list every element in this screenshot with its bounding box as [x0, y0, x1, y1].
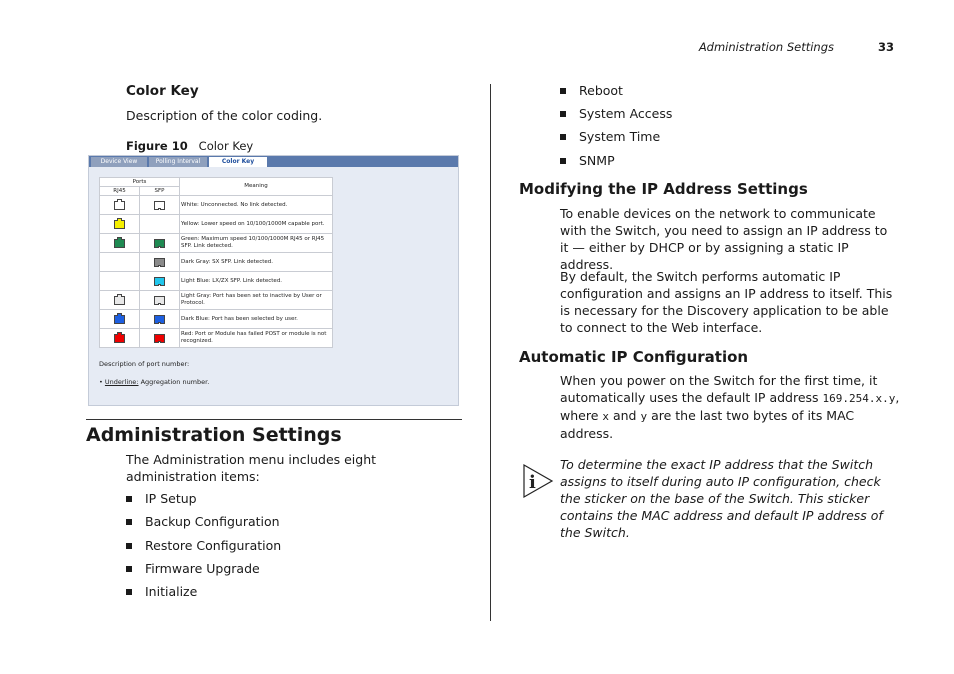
- sfp-port-icon: [154, 296, 165, 305]
- sfp-port-icon: [154, 315, 165, 324]
- figure-caption-text: Color Key: [198, 139, 254, 153]
- meaning-cell: Green: Maximum speed 10/100/1000M RJ45 or RJ45 SFP. Link detected.: [180, 234, 333, 253]
- color-key-description: Description of the color coding.: [126, 108, 323, 123]
- list-item: [126, 561, 260, 576]
- figure-caption: [126, 139, 253, 153]
- sfp-cell: [140, 196, 180, 215]
- list-item-text: Firmware Upgrade: [145, 561, 260, 576]
- bullet-icon: [126, 589, 132, 595]
- color-key-row: [100, 234, 333, 253]
- bullet-icon: [126, 496, 132, 502]
- meaning-cell: Red: Port or Module has failed POST or module is not recognized.: [180, 329, 333, 348]
- var-y: y: [640, 410, 648, 423]
- color-key-row: [100, 291, 333, 310]
- rj45-port-icon: [114, 315, 125, 324]
- list-item: [126, 538, 281, 553]
- meaning-cell: White: Unconnected. No link detected.: [180, 196, 333, 215]
- sfp-port-icon: [154, 239, 165, 248]
- port-number-description: Description of port number:: [99, 360, 190, 368]
- bullet-icon: [560, 158, 566, 164]
- bullet-icon: [126, 519, 132, 525]
- rj45-cell: [100, 215, 140, 234]
- bullet-icon: [560, 134, 566, 140]
- auto-ip-paragraph: [560, 372, 900, 442]
- rj45-port-icon: [114, 201, 125, 210]
- list-item: [126, 584, 197, 599]
- bullet-icon: [126, 543, 132, 549]
- rj45-port-icon: [114, 334, 125, 343]
- underline-legend: • Underline: Aggregation number.: [99, 378, 210, 386]
- rj45-port-icon: [114, 220, 125, 229]
- sfp-cell: [140, 234, 180, 253]
- tab-device-view[interactable]: Device View: [91, 157, 147, 167]
- section-rule: [86, 419, 462, 420]
- page-number: 33: [878, 40, 895, 54]
- auto-ip-line-1: When you power on the Switch for the first time, it: [560, 373, 878, 388]
- meaning-header: Meaning: [180, 178, 333, 196]
- sfp-cell: [140, 253, 180, 272]
- rj45-cell: [100, 253, 140, 272]
- color-key-table: [99, 177, 333, 348]
- auto-ip-line-4: address.: [560, 426, 614, 441]
- list-item: [126, 514, 280, 529]
- administration-heading: Administration Settings: [86, 424, 342, 446]
- rj45-cell: [100, 329, 140, 348]
- auto-ip-heading: Automatic IP Configuration: [519, 348, 749, 366]
- meaning-cell: Light Blue: LX/ZX SFP. Link detected.: [180, 272, 333, 291]
- underline-label: Underline:: [104, 378, 139, 386]
- auto-ip-and: and: [609, 408, 641, 423]
- meaning-cell: Dark Gray: SX SFP. Link detected.: [180, 253, 333, 272]
- modify-ip-paragraph-1: To enable devices on the network to communicate with the Switch, you need to assign an IP address to it — either by DHCP or by assigning a static IP address.: [560, 206, 888, 272]
- color-key-row: [100, 272, 333, 291]
- sfp-port-icon: [154, 277, 165, 286]
- list-item: [560, 129, 660, 144]
- list-item-text: Initialize: [145, 584, 198, 599]
- figure-label: Figure 10: [126, 139, 188, 153]
- list-item-text: Backup Configuration: [145, 514, 280, 529]
- rj45-cell: [100, 310, 140, 329]
- sfp-cell: [140, 215, 180, 234]
- list-item: [560, 83, 623, 98]
- auto-ip-comma: ,: [895, 390, 900, 405]
- administration-intro: The Administration menu includes eight administration items:: [126, 452, 377, 484]
- info-icon: [520, 461, 556, 501]
- svg-text:i: i: [529, 472, 536, 493]
- rj45-header: RJ45: [100, 187, 140, 196]
- list-item-text: Restore Configuration: [145, 538, 282, 553]
- meaning-cell: Light Gray: Port has been set to inactive by User or Protocol.: [180, 291, 333, 310]
- color-key-row: [100, 310, 333, 329]
- sfp-cell: [140, 291, 180, 310]
- bullet-icon: [560, 88, 566, 94]
- list-item-text: SNMP: [579, 153, 615, 168]
- sfp-port-icon: [154, 334, 165, 343]
- auto-ip-line-2: automatically uses the default IP address: [560, 390, 823, 405]
- list-item-text: System Access: [579, 106, 673, 121]
- running-header-title: Administration Settings: [698, 40, 834, 54]
- tab-polling-interval[interactable]: Polling Interval: [149, 157, 207, 167]
- var-x: x: [602, 410, 609, 423]
- sfp-cell: [140, 329, 180, 348]
- color-key-row: [100, 196, 333, 215]
- list-item-text: System Time: [579, 129, 661, 144]
- rj45-port-icon: [114, 239, 125, 248]
- list-item: [126, 491, 197, 506]
- modify-ip-paragraph-2: By default, the Switch performs automatic IP configuration and assigns an IP address to itself. This is necessary for the Discovery application to be able to connect to the Web interface.: [560, 269, 893, 335]
- sfp-port-icon: [154, 258, 165, 267]
- color-key-figure: [88, 155, 459, 406]
- list-item: [560, 106, 672, 121]
- color-key-heading: Color Key: [126, 83, 199, 99]
- underline-description: Aggregation number.: [140, 378, 210, 386]
- list-item-text: Reboot: [579, 83, 623, 98]
- modify-ip-heading: Modifying the IP Address Settings: [519, 180, 808, 198]
- note-text: To determine the exact IP address that the Switch assigns to itself during auto IP configuration, check the sticker on the base of the Switch. This sticker contains the MAC address and default IP address of the Switch.: [560, 457, 883, 540]
- auto-ip-line-3: where: [560, 408, 603, 423]
- sfp-port-icon: [154, 201, 165, 210]
- color-key-row: [100, 215, 333, 234]
- tab-color-key[interactable]: Color Key: [209, 157, 267, 167]
- list-item: [560, 153, 615, 168]
- ports-header: Ports: [100, 178, 180, 187]
- color-key-row: [100, 329, 333, 348]
- color-key-row: [100, 253, 333, 272]
- figure-tab-bar: [89, 156, 458, 167]
- rj45-cell: [100, 291, 140, 310]
- list-item-text: IP Setup: [145, 491, 197, 506]
- meaning-cell: Yellow: Lower speed on 10/100/1000M capable port.: [180, 215, 333, 234]
- rj45-cell: [100, 272, 140, 291]
- bullet-icon: [126, 566, 132, 572]
- sfp-cell: [140, 310, 180, 329]
- sfp-header: SFP: [140, 187, 180, 196]
- rj45-cell: [100, 234, 140, 253]
- auto-ip-line-3-end: are the last two bytes of its MAC: [647, 408, 855, 423]
- bullet-icon: [560, 111, 566, 117]
- default-ip-address: 169.254.x.y: [822, 392, 896, 405]
- rj45-port-icon: [114, 296, 125, 305]
- column-divider: [490, 84, 491, 621]
- meaning-cell: Dark Blue: Port has been selected by user.: [180, 310, 333, 329]
- rj45-cell: [100, 196, 140, 215]
- sfp-cell: [140, 272, 180, 291]
